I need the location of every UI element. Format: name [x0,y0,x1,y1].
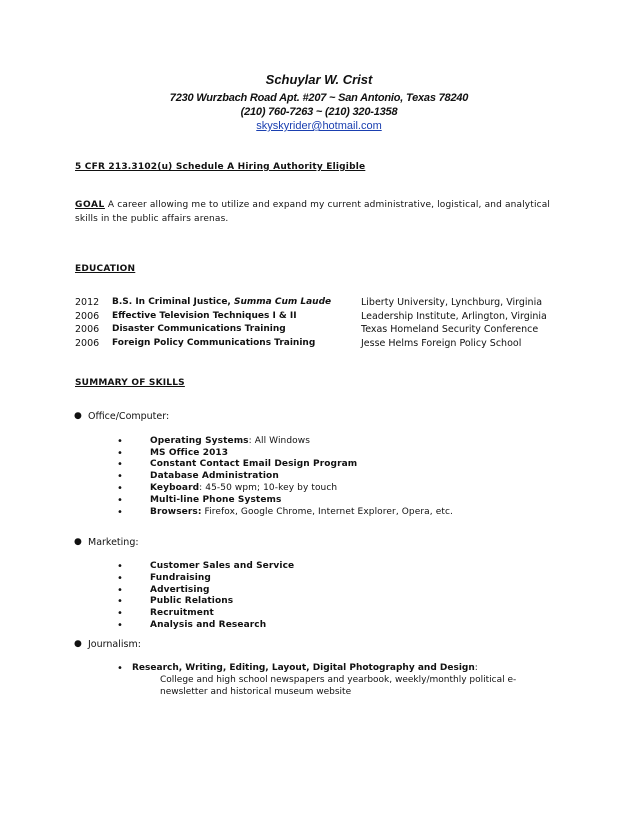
phone-numbers: (210) 760-7263 ~ (210) 320-1358 [240,106,398,118]
bullet-icon: • [117,459,123,470]
bullet-icon: ● [74,411,82,421]
bullet-icon: • [117,471,123,482]
bullet-icon: • [117,573,123,584]
edu-year: 2012 [75,297,100,308]
edu-year: 2006 [75,311,100,322]
address: 7230 Wurzbach Road Apt. #207 ~ San Antonio, Texas 78240 [169,92,469,104]
email-link[interactable]: skyskyrider@hotmail.com [256,120,382,132]
education-heading: EDUCATION [75,264,136,274]
edu-institution: Leadership Institute, Arlington, Virginia [361,311,547,322]
skill-item: Operating Systems: All Windows [150,436,311,446]
bullet-icon: • [117,620,123,631]
skill-item: Keyboard: 45-50 wpm; 10-key by touch [150,483,338,493]
edu-year: 2006 [75,338,100,349]
bullet-icon: • [117,663,123,674]
email-line [0,120,638,132]
goal-section [75,198,575,226]
goal-label: GOAL [75,200,105,210]
edu-institution: Texas Homeland Security Conference [361,324,539,335]
skill-item: Research, Writing, Editing, Layout, Digital Photography and Design: [132,663,478,673]
bullet-icon: • [117,585,123,596]
skill-item: Recruitment [150,608,214,618]
skill-item: Database Administration [150,471,279,481]
skill-item: Public Relations [150,596,234,606]
edu-degree: B.S. In Criminal Justice, Summa Cum Laude [112,297,332,307]
bullet-icon: ● [74,537,82,547]
bullet-icon: ● [74,639,82,649]
bullet-icon: • [117,608,123,619]
bullet-icon: • [117,483,123,494]
bullet-icon: • [117,448,123,459]
skill-item: Advertising [150,585,210,595]
bullet-icon: • [117,495,123,506]
bullet-icon: • [117,561,123,572]
skills-heading: SUMMARY OF SKILLS [75,378,185,388]
skill-item: Analysis and Research [150,620,267,630]
edu-institution: Liberty University, Lynchburg, Virginia [361,297,543,308]
eligibility-statement: 5 CFR 213.3102(u) Schedule A Hiring Authority Eligible [75,162,366,172]
skill-item: Customer Sales and Service [150,561,295,571]
skill-description: College and high school newspapers and yearbook, weekly/monthly political e- [160,675,517,685]
skill-item: Multi-line Phone Systems [150,495,282,505]
edu-degree: Foreign Policy Communications Training [112,338,316,348]
goal-text: A career allowing me to utilize and expand my current administrative, logistical, and analytical skills in the public affairs arenas. [75,200,551,224]
bullet-icon: • [117,436,123,447]
skill-item: Fundraising [150,573,211,583]
edu-institution: Jesse Helms Foreign Policy School [361,338,522,349]
bullet-icon: • [117,507,123,518]
skill-description: newsletter and historical museum website [160,687,352,697]
applicant-name: Schuylar W. Crist [265,72,373,87]
edu-year: 2006 [75,324,100,335]
edu-degree: Effective Television Techniques I & II [112,311,297,321]
category-journalism: Journalism: [88,639,141,650]
bullet-icon: • [117,596,123,607]
skill-item: Constant Contact Email Design Program [150,459,358,469]
skill-item: MS Office 2013 [150,448,229,458]
edu-honor: Summa Cum Laude [234,297,332,307]
skill-item: Browsers: Firefox, Google Chrome, Internet Explorer, Opera, etc. [150,507,453,517]
category-office: Office/Computer: [88,411,170,422]
edu-degree: Disaster Communications Training [112,324,286,334]
category-marketing: Marketing: [88,537,139,548]
